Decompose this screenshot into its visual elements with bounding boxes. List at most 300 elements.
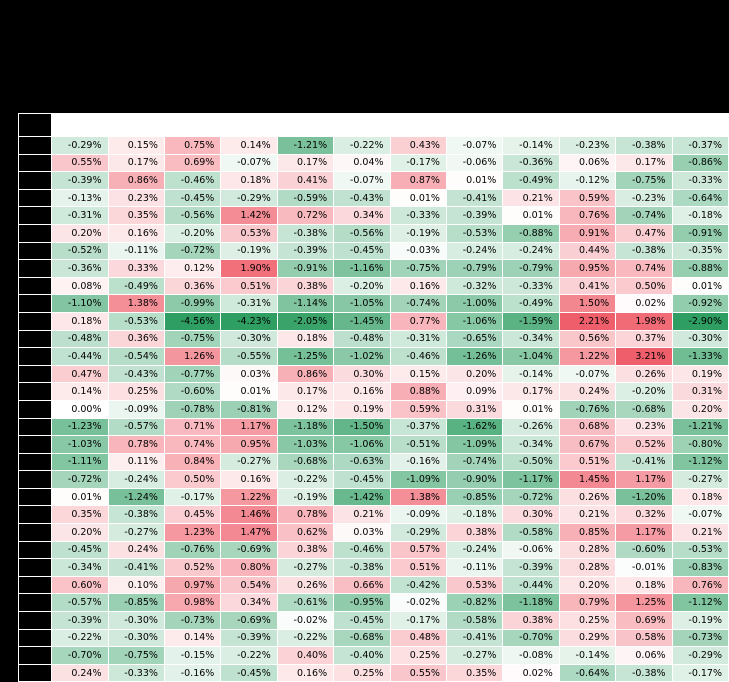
heatmap-cell: -0.76% (164, 541, 220, 559)
heatmap-row (19, 647, 729, 665)
heatmap-cell: -0.43% (334, 189, 390, 207)
heatmap-cell: -0.18% (672, 207, 728, 225)
heatmap-cell: -1.11% (52, 453, 108, 471)
heatmap-cell: -0.24% (503, 242, 559, 260)
heatmap-cell: 0.62% (277, 524, 333, 542)
heatmap-cell: -1.59% (503, 312, 559, 330)
heatmap-cell: -0.16% (164, 664, 220, 682)
heatmap-cell: -0.74% (390, 295, 446, 313)
heatmap-cell: 0.28% (559, 541, 615, 559)
heatmap-cell: 0.57% (390, 541, 446, 559)
heatmap-cell: -0.22% (277, 471, 333, 489)
heatmap-cell: 0.09% (446, 383, 502, 401)
heatmap-cell: -0.07% (559, 365, 615, 383)
heatmap-cell: 0.20% (52, 524, 108, 542)
heatmap-cell: 0.38% (446, 524, 502, 542)
row-label (19, 436, 52, 454)
heatmap-cell: -0.34% (503, 330, 559, 348)
heatmap-cell: -0.68% (334, 629, 390, 647)
row-label (19, 576, 52, 594)
heatmap-row (19, 365, 729, 383)
heatmap-cell: 0.03% (334, 524, 390, 542)
heatmap-cell: 3.21% (616, 348, 672, 366)
heatmap-cell: -0.29% (390, 524, 446, 542)
heatmap-cell: 0.12% (164, 260, 220, 278)
heatmap-cell: -0.45% (334, 242, 390, 260)
row-label (19, 506, 52, 524)
heatmap-cell: -0.52% (52, 242, 108, 260)
heatmap-cell: -0.33% (390, 207, 446, 225)
heatmap-cell: -0.72% (503, 488, 559, 506)
heatmap-cell: 0.20% (559, 576, 615, 594)
heatmap-cell: -0.37% (390, 418, 446, 436)
heatmap-cell: -0.33% (108, 664, 164, 682)
heatmap-cell: 0.86% (108, 172, 164, 190)
heatmap-cell: 1.17% (221, 418, 277, 436)
heatmap-row (19, 629, 729, 647)
heatmap-cell: -0.70% (52, 647, 108, 665)
row-label (19, 612, 52, 630)
heatmap-cell: 1.47% (221, 524, 277, 542)
heatmap-cell: 0.31% (446, 400, 502, 418)
heatmap-cell: -0.51% (390, 436, 446, 454)
heatmap-cell: -0.20% (616, 383, 672, 401)
heatmap-cell: -0.06% (503, 541, 559, 559)
heatmap-cell: -0.45% (221, 664, 277, 682)
heatmap-cell: -2.90% (672, 312, 728, 330)
row-label (19, 664, 52, 682)
heatmap-cell: 1.50% (559, 295, 615, 313)
heatmap-cell: -4.23% (221, 312, 277, 330)
heatmap-cell: 0.98% (164, 594, 220, 612)
heatmap-cell: 0.53% (221, 224, 277, 242)
heatmap-cell: -0.02% (390, 594, 446, 612)
heatmap-cell: -0.14% (503, 365, 559, 383)
heatmap-cell: 0.95% (221, 436, 277, 454)
row-label (19, 488, 52, 506)
heatmap-cell: 0.71% (164, 418, 220, 436)
heatmap-cell: -0.11% (108, 242, 164, 260)
heatmap-row (19, 524, 729, 542)
heatmap-cell: 0.00% (52, 400, 108, 418)
heatmap-cell: -0.39% (52, 612, 108, 630)
heatmap-cell: 0.54% (221, 576, 277, 594)
heatmap-cell: 0.51% (221, 277, 277, 295)
heatmap-cell: 0.01% (446, 172, 502, 190)
heatmap-cell: -0.17% (390, 612, 446, 630)
heatmap-cell: -0.02% (277, 612, 333, 630)
heatmap-cell: -0.30% (672, 330, 728, 348)
heatmap-cell: 0.01% (503, 207, 559, 225)
heatmap-cell: 0.23% (616, 418, 672, 436)
heatmap-cell: -0.35% (672, 242, 728, 260)
heatmap-cell: 0.34% (334, 207, 390, 225)
heatmap-cell: 0.47% (616, 224, 672, 242)
heatmap-cell: 0.53% (446, 576, 502, 594)
column-header (503, 114, 559, 137)
heatmap-cell: 0.50% (616, 277, 672, 295)
heatmap-cell: -0.39% (221, 629, 277, 647)
heatmap-cell: -0.15% (164, 647, 220, 665)
heatmap-cell: 0.25% (559, 612, 615, 630)
heatmap-cell: -0.41% (108, 559, 164, 577)
heatmap-cell: -0.58% (446, 612, 502, 630)
heatmap-cell: 0.14% (52, 383, 108, 401)
heatmap-cell: -0.30% (108, 612, 164, 630)
heatmap-cell: -0.33% (503, 277, 559, 295)
heatmap-cell: -0.75% (108, 647, 164, 665)
heatmap-cell: 0.01% (503, 400, 559, 418)
heatmap-cell: -0.56% (334, 224, 390, 242)
heatmap-cell: -0.45% (334, 471, 390, 489)
row-label (19, 524, 52, 542)
heatmap-cell: -1.12% (672, 594, 728, 612)
heatmap-cell: 0.20% (446, 365, 502, 383)
column-header (334, 114, 390, 137)
row-label (19, 189, 52, 207)
heatmap-cell: -0.49% (108, 277, 164, 295)
heatmap-cell: 0.36% (108, 330, 164, 348)
heatmap-cell: -0.85% (446, 488, 502, 506)
heatmap-cell: -0.75% (616, 172, 672, 190)
heatmap-cell: -0.23% (616, 189, 672, 207)
heatmap-cell: -0.68% (277, 453, 333, 471)
heatmap-cell: -0.22% (334, 137, 390, 155)
heatmap-cell: -0.74% (616, 207, 672, 225)
heatmap-cell: -1.00% (446, 295, 502, 313)
heatmap-cell: -1.10% (52, 295, 108, 313)
heatmap-cell: 0.02% (503, 664, 559, 682)
heatmap-cell: 1.45% (559, 471, 615, 489)
heatmap-cell: -0.24% (446, 242, 502, 260)
heatmap-cell: -1.03% (52, 436, 108, 454)
heatmap-cell: -0.79% (446, 260, 502, 278)
heatmap-row (19, 471, 729, 489)
heatmap-cell: 0.74% (164, 436, 220, 454)
heatmap-cell: -1.06% (446, 312, 502, 330)
heatmap-cell: 0.69% (616, 612, 672, 630)
heatmap-cell: 1.17% (616, 471, 672, 489)
heatmap-cell: -0.53% (446, 224, 502, 242)
heatmap-cell: -0.09% (108, 400, 164, 418)
heatmap-cell: 0.24% (559, 383, 615, 401)
heatmap-cell: -0.88% (503, 224, 559, 242)
row-label (19, 418, 52, 436)
heatmap-cell: -0.30% (108, 629, 164, 647)
heatmap-body (19, 114, 729, 682)
heatmap-cell: -0.29% (221, 189, 277, 207)
heatmap-cell: -0.27% (108, 524, 164, 542)
heatmap-cell: 0.74% (616, 260, 672, 278)
heatmap-cell: -0.20% (164, 224, 220, 242)
heatmap-cell: -0.60% (164, 383, 220, 401)
heatmap-cell: -0.06% (446, 154, 502, 172)
heatmap-row (19, 594, 729, 612)
row-label (19, 137, 52, 155)
heatmap-cell: -0.38% (108, 506, 164, 524)
heatmap-cell: -0.24% (446, 541, 502, 559)
heatmap-cell: -0.46% (334, 541, 390, 559)
heatmap-cell: -0.17% (164, 488, 220, 506)
heatmap-cell: -0.91% (277, 260, 333, 278)
heatmap-cell: 0.21% (334, 506, 390, 524)
heatmap-cell: 1.42% (221, 207, 277, 225)
heatmap-cell: -0.49% (503, 172, 559, 190)
heatmap-cell: 0.97% (164, 576, 220, 594)
heatmap-cell: -1.24% (108, 488, 164, 506)
heatmap-cell: -0.07% (446, 137, 502, 155)
heatmap-cell: -0.83% (672, 559, 728, 577)
heatmap-cell: 1.46% (221, 506, 277, 524)
heatmap-cell: -0.07% (672, 506, 728, 524)
heatmap-cell: -0.41% (446, 629, 502, 647)
heatmap-cell: -0.16% (390, 453, 446, 471)
heatmap-cell: -0.41% (446, 189, 502, 207)
heatmap-cell: -4.56% (164, 312, 220, 330)
heatmap-cell: 0.36% (164, 277, 220, 295)
heatmap-cell: 0.30% (503, 506, 559, 524)
heatmap-cell: 0.10% (108, 576, 164, 594)
heatmap-cell: -2.05% (277, 312, 333, 330)
heatmap-row (19, 541, 729, 559)
heatmap-cell: -1.03% (277, 436, 333, 454)
heatmap-cell: 0.40% (277, 647, 333, 665)
heatmap-cell: -0.32% (446, 277, 502, 295)
heatmap-row (19, 383, 729, 401)
heatmap-cell: 0.26% (616, 365, 672, 383)
heatmap-cell: -0.50% (503, 453, 559, 471)
heatmap-cell: -0.19% (221, 242, 277, 260)
row-label (19, 348, 52, 366)
heatmap-cell: -0.74% (446, 453, 502, 471)
heatmap-row (19, 576, 729, 594)
heatmap-cell: 1.25% (616, 594, 672, 612)
heatmap-cell: -1.16% (334, 260, 390, 278)
heatmap-cell: 0.14% (164, 629, 220, 647)
heatmap-cell: -0.31% (52, 207, 108, 225)
heatmap-cell: 0.04% (334, 154, 390, 172)
heatmap-cell: -0.43% (108, 365, 164, 383)
heatmap-cell: -0.48% (52, 330, 108, 348)
heatmap-cell: 0.78% (108, 436, 164, 454)
heatmap-cell: 0.19% (334, 400, 390, 418)
heatmap-row (19, 312, 729, 330)
heatmap-cell: -0.88% (672, 260, 728, 278)
heatmap-cell: -0.73% (672, 629, 728, 647)
heatmap-cell: -0.53% (672, 541, 728, 559)
heatmap-cell: -0.11% (446, 559, 502, 577)
heatmap-cell: -0.69% (221, 541, 277, 559)
heatmap-cell: -0.81% (221, 400, 277, 418)
heatmap-cell: 0.58% (616, 629, 672, 647)
heatmap-cell: -1.18% (503, 594, 559, 612)
heatmap-cell: 0.52% (164, 559, 220, 577)
heatmap-cell: -0.99% (164, 295, 220, 313)
row-label (19, 541, 52, 559)
heatmap-cell: 1.26% (164, 348, 220, 366)
heatmap-cell: -0.14% (503, 137, 559, 155)
heatmap-cell: -0.17% (672, 664, 728, 682)
heatmap-row (19, 436, 729, 454)
heatmap-cell: 0.86% (277, 365, 333, 383)
heatmap-cell: 0.67% (559, 436, 615, 454)
heatmap-cell: -0.19% (277, 488, 333, 506)
heatmap-cell: -0.64% (672, 189, 728, 207)
column-header (108, 114, 164, 137)
heatmap-cell: -1.12% (672, 453, 728, 471)
heatmap-cell: -0.49% (503, 295, 559, 313)
heatmap-cell: 0.24% (108, 541, 164, 559)
row-label (19, 453, 52, 471)
heatmap-cell: -1.50% (334, 418, 390, 436)
heatmap-cell: -0.42% (390, 576, 446, 594)
heatmap-cell: 0.02% (616, 295, 672, 313)
heatmap-table (18, 113, 729, 682)
heatmap-row (19, 189, 729, 207)
heatmap-cell: -1.04% (503, 348, 559, 366)
heatmap-row (19, 330, 729, 348)
heatmap-cell: -0.44% (503, 576, 559, 594)
row-label (19, 629, 52, 647)
heatmap-cell: 0.50% (164, 471, 220, 489)
heatmap-cell: 0.29% (559, 629, 615, 647)
heatmap-row (19, 207, 729, 225)
heatmap-row (19, 260, 729, 278)
column-header (446, 114, 502, 137)
heatmap-cell: -0.38% (277, 224, 333, 242)
heatmap-cell: 0.21% (503, 189, 559, 207)
heatmap-cell: -0.34% (52, 559, 108, 577)
heatmap-cell: -0.39% (503, 559, 559, 577)
heatmap-cell: -1.26% (446, 348, 502, 366)
heatmap-cell: 0.17% (108, 154, 164, 172)
heatmap-cell: -0.45% (52, 541, 108, 559)
heatmap-cell: -0.78% (164, 400, 220, 418)
heatmap-row (19, 224, 729, 242)
heatmap-cell: -0.90% (446, 471, 502, 489)
heatmap-row (19, 664, 729, 682)
heatmap-cell: 0.35% (52, 506, 108, 524)
row-label (19, 400, 52, 418)
heatmap-cell: 0.18% (277, 330, 333, 348)
heatmap-cell: -1.18% (277, 418, 333, 436)
heatmap-cell: 0.06% (616, 647, 672, 665)
heatmap-cell: -0.76% (559, 400, 615, 418)
heatmap-cell: -1.05% (334, 295, 390, 313)
heatmap-cell: 0.01% (221, 383, 277, 401)
heatmap-row (19, 154, 729, 172)
heatmap-cell: -0.56% (164, 207, 220, 225)
heatmap-cell: -0.59% (277, 189, 333, 207)
heatmap-cell: -0.80% (672, 436, 728, 454)
heatmap-cell: -0.27% (446, 647, 502, 665)
heatmap-cell: 0.72% (277, 207, 333, 225)
row-label (19, 242, 52, 260)
heatmap-cell: -1.21% (277, 137, 333, 155)
heatmap-cell: 0.14% (221, 137, 277, 155)
heatmap-cell: 0.87% (390, 172, 446, 190)
heatmap-cell: 0.30% (334, 365, 390, 383)
heatmap-row (19, 453, 729, 471)
heatmap-cell: 0.18% (52, 312, 108, 330)
heatmap-cell: 0.59% (390, 400, 446, 418)
heatmap-cell: -0.17% (390, 154, 446, 172)
heatmap-row (19, 559, 729, 577)
row-label (19, 594, 52, 612)
heatmap-cell: -1.09% (446, 436, 502, 454)
row-label (19, 383, 52, 401)
heatmap-cell: -0.48% (334, 330, 390, 348)
heatmap-cell: 0.21% (559, 506, 615, 524)
heatmap-cell: 0.80% (221, 559, 277, 577)
heatmap-cell: 0.18% (616, 576, 672, 594)
heatmap-cell: -0.18% (446, 506, 502, 524)
heatmap-cell: -0.65% (446, 330, 502, 348)
heatmap-cell: -0.20% (334, 277, 390, 295)
heatmap-cell: 0.52% (616, 436, 672, 454)
heatmap-cell: 0.03% (221, 365, 277, 383)
heatmap-cell: 1.90% (221, 260, 277, 278)
heatmap-cell: -0.09% (390, 506, 446, 524)
heatmap-cell: 0.33% (108, 260, 164, 278)
heatmap-cell: 1.38% (390, 488, 446, 506)
heatmap-cell: -0.19% (672, 612, 728, 630)
heatmap-cell: 0.26% (559, 488, 615, 506)
heatmap-cell: -1.25% (277, 348, 333, 366)
heatmap-cell: -0.95% (334, 594, 390, 612)
heatmap-row (19, 172, 729, 190)
heatmap-cell: 1.23% (164, 524, 220, 542)
column-header (390, 114, 446, 137)
heatmap-cell: 1.22% (221, 488, 277, 506)
heatmap-cell: -0.38% (616, 137, 672, 155)
row-label (19, 172, 52, 190)
heatmap-cell: -0.73% (164, 612, 220, 630)
heatmap-cell: 0.06% (559, 154, 615, 172)
heatmap-cell: 0.25% (108, 383, 164, 401)
heatmap-cell: 0.16% (390, 277, 446, 295)
row-label (19, 559, 52, 577)
heatmap-cell: -0.39% (52, 172, 108, 190)
heatmap-cell: 0.25% (334, 664, 390, 682)
heatmap-cell: -0.61% (277, 594, 333, 612)
heatmap-cell: -0.63% (334, 453, 390, 471)
heatmap-cell: -0.23% (559, 137, 615, 155)
heatmap-cell: 0.56% (559, 330, 615, 348)
heatmap-cell: 0.35% (446, 664, 502, 682)
heatmap-cell: -0.39% (446, 207, 502, 225)
heatmap-row (19, 242, 729, 260)
column-header (164, 114, 220, 137)
heatmap-cell: 0.31% (672, 383, 728, 401)
heatmap-cell: -0.39% (277, 242, 333, 260)
heatmap-cell: 0.88% (390, 383, 446, 401)
heatmap-cell: -0.70% (503, 629, 559, 647)
row-label (19, 260, 52, 278)
heatmap-cell: -0.01% (616, 559, 672, 577)
heatmap-cell: -0.31% (390, 330, 446, 348)
heatmap-cell: -1.33% (672, 348, 728, 366)
heatmap-cell: -0.45% (334, 612, 390, 630)
heatmap-cell: 2.21% (559, 312, 615, 330)
heatmap-cell: 0.08% (52, 277, 108, 295)
heatmap-cell: 1.22% (559, 348, 615, 366)
heatmap-cell: -0.22% (221, 647, 277, 665)
row-label (19, 471, 52, 489)
heatmap-row (19, 137, 729, 155)
heatmap-cell: 0.69% (164, 154, 220, 172)
heatmap-cell: 0.38% (277, 541, 333, 559)
